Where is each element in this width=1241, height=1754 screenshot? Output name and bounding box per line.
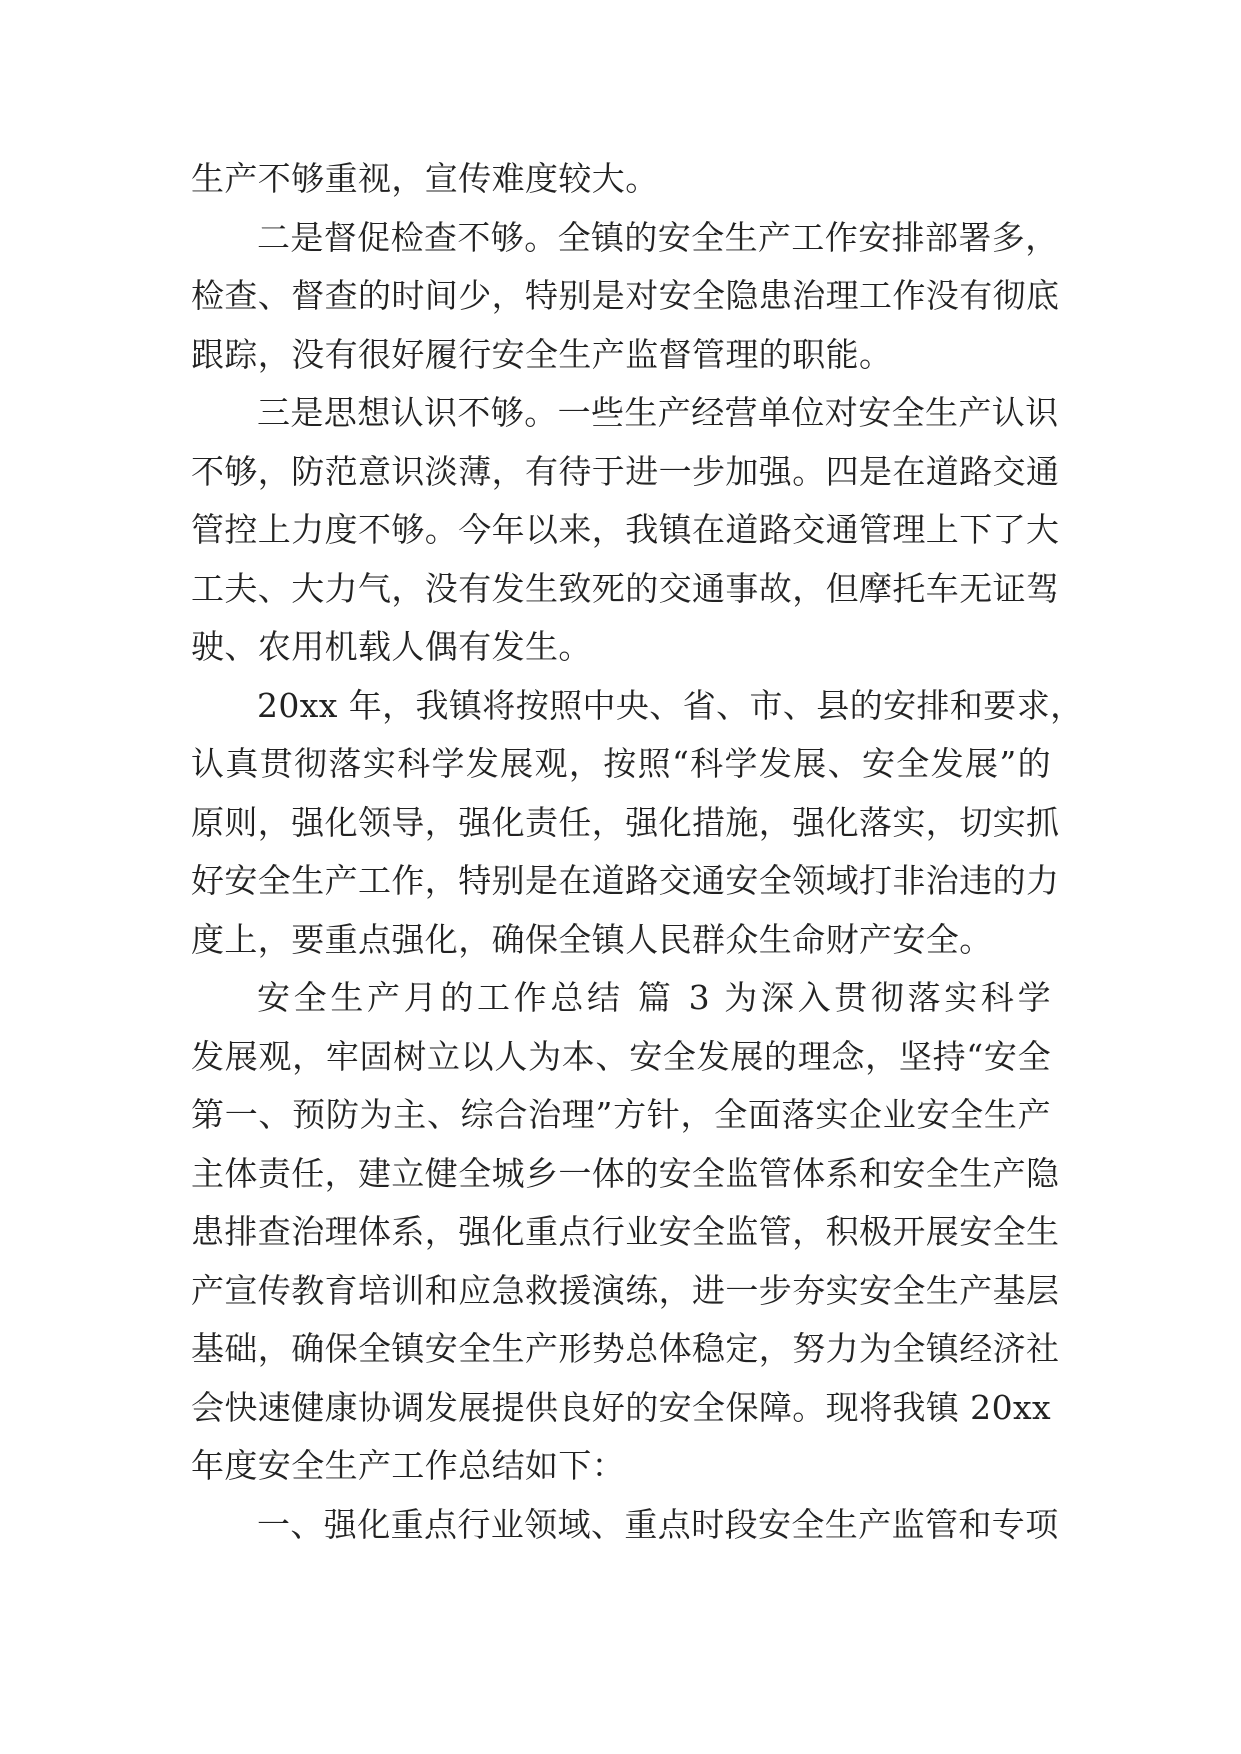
text-line: 驶、农用机载人偶有发生。	[191, 627, 592, 666]
paragraph-first-line: 安全生产月的工作总结 篇 3 为深入贯彻落实科学	[257, 978, 1051, 1017]
text-line: 原则，强化领导，强化责任，强化措施，强化落实，切实抓	[191, 802, 1060, 842]
text-line: 第一、预防为主、综合治理”方针，全面落实企业安全生产	[191, 1095, 1051, 1134]
paragraph-first-line: 一、强化重点行业领域、重点时段安全生产监管和专项	[257, 1504, 1059, 1544]
text-line: 跟踪，没有很好履行安全生产监督管理的职能。	[191, 334, 893, 374]
text-line: 生产不够重视，宣传难度较大。	[191, 159, 659, 198]
text-line: 基础，确保全镇安全生产形势总体稳定，努力为全镇经济社	[191, 1329, 1060, 1368]
text-line: 患排查治理体系，强化重点行业安全监管，积极开展安全生	[191, 1212, 1060, 1251]
text-line: 会快速健康协调发展提供良好的安全保障。现将我镇 20xx	[191, 1387, 1051, 1427]
text-line: 不够，防范意识淡薄，有待于进一步加强。四是在道路交通	[191, 451, 1060, 491]
text-line: 发展观，牢固树立以人为本、安全发展的理念，坚持“安全	[191, 1036, 1051, 1076]
document-body	[191, 150, 1084, 1554]
text-line: 度上，要重点强化，确保全镇人民群众生命财产安全。	[191, 919, 993, 959]
text-line: 产宣传教育培训和应急救援演练，进一步夯实安全生产基层	[191, 1270, 1060, 1310]
text-line: 检查、督查的时间少，特别是对安全隐患治理工作没有彻底	[191, 276, 1060, 315]
paragraph-first-line: 20xx 年，我镇将按照中央、省、市、县的安排和要求，	[257, 685, 1084, 725]
text-line: 主体责任，建立健全城乡一体的安全监管体系和安全生产隐	[191, 1153, 1060, 1193]
text-line: 年度安全生产工作总结如下：	[191, 1446, 626, 1485]
paragraph-first-line: 三是思想认识不够。一些生产经营单位对安全生产认识	[257, 393, 1059, 432]
text-line: 好安全生产工作，特别是在道路交通安全领域打非治违的力	[191, 861, 1060, 900]
text-line: 认真贯彻落实科学发展观，按照“科学发展、安全发展”的	[191, 744, 1051, 783]
text-line: 工夫、大力气，没有发生致死的交通事故，但摩托车无证驾	[191, 568, 1060, 608]
text-line: 管控上力度不够。今年以来，我镇在道路交通管理上下了大	[191, 510, 1060, 549]
paragraph-first-line: 二是督促检查不够。全镇的安全生产工作安排部署多，	[257, 217, 1059, 257]
